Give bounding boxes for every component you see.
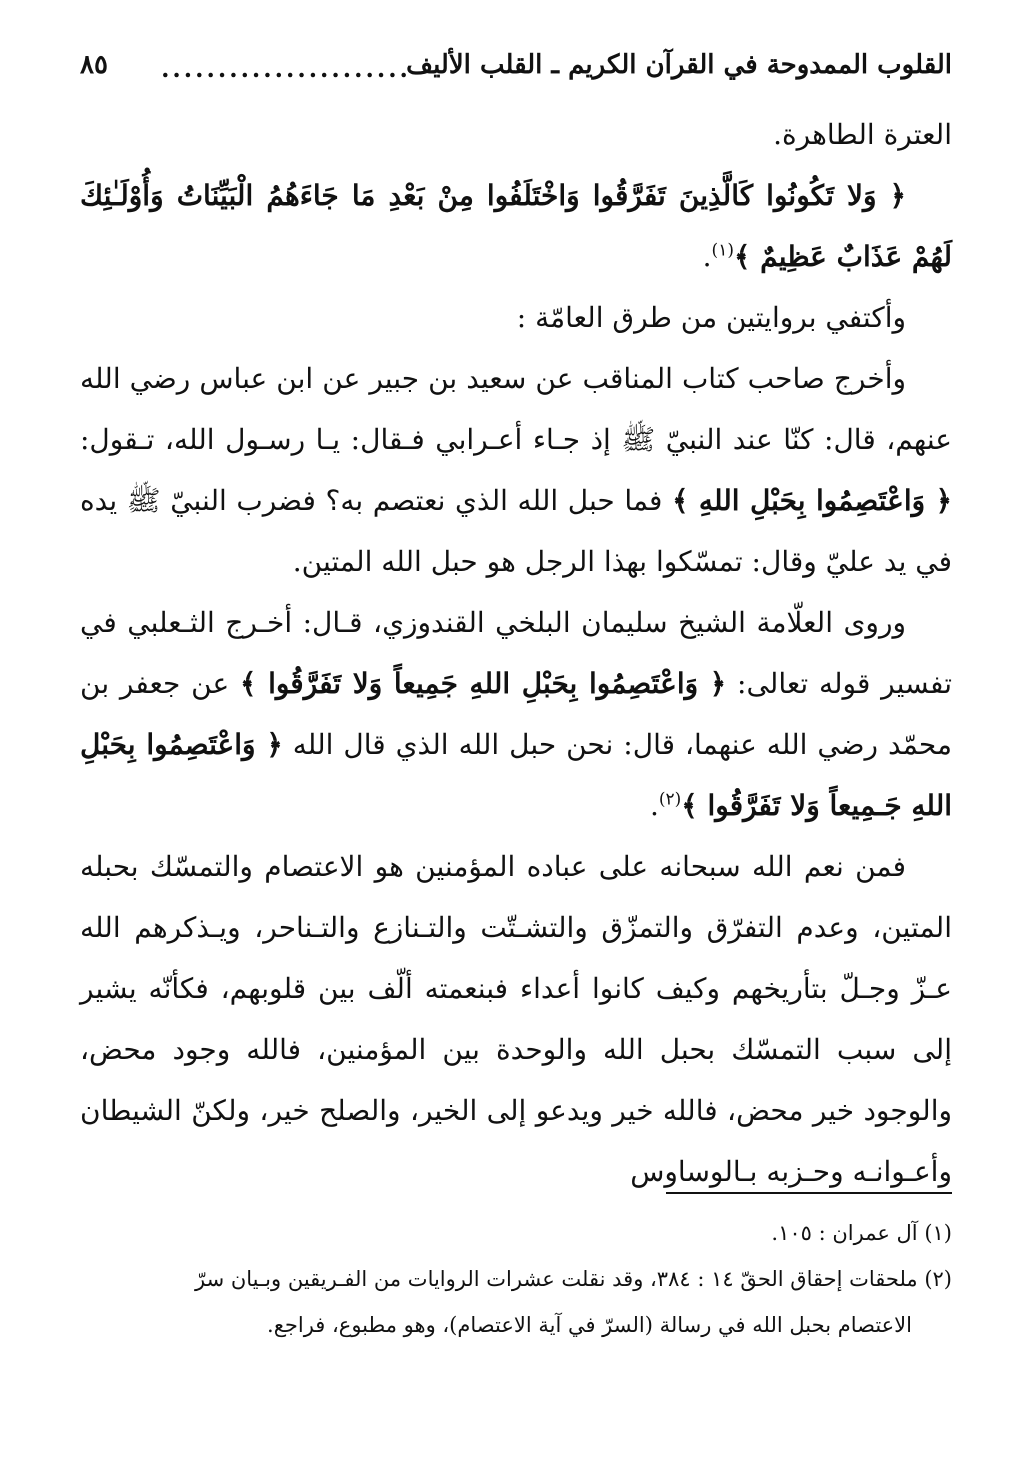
footnote-separator <box>666 1192 952 1194</box>
paragraph <box>80 348 952 592</box>
paragraph <box>80 287 952 348</box>
header-dot-leader: ...................... <box>161 54 411 83</box>
main-text <box>80 104 952 1202</box>
paragraph-text: العترة الطاهرة. <box>773 118 952 151</box>
footnote-ref: (١) <box>711 240 734 261</box>
quran-quote: ﴿ وَاعْتَصِمُوا بِحَبْلِ اللهِ جَمِيعاً وَلا تَفَرَّقُوا ﴾ <box>240 667 727 700</box>
footnote-1: (١) آل عمران : ١٠٥. <box>771 1221 952 1245</box>
paragraph <box>80 165 952 287</box>
paragraph <box>80 104 952 165</box>
footnote-2: (٢) ملحقات إحقاق الحقّ ١٤ : ٣٨٤، وقد نقلت عشرات الروايات من الفـريقين وبـيان سرّ <box>195 1267 952 1291</box>
running-header <box>80 40 952 86</box>
paragraph-text: فمن نعم الله سبحانه على عباده المؤمنين هو الاعتصام والتمسّك بحبله المتين، وعدم التفرّق والتمزّق والتشـتّت والتـنازع والتـناحر، ويـذكرهم الله عـزّ وجـلّ بتأريخهم وكيف كانوا أعداء فبنعمته ألّف بين قلوبهم، فكأنّه يشير إلى سبب التمسّك بحبل الله والوحدة بين المؤمنين، فالله وجود محض، والوجود خير محض، فالله خير ويدعو إلى الخير، والصلح خير، ولكنّ الشيطان وأعـوانـه وحـزبه بـالوساوس <box>80 850 952 1188</box>
paragraph-text: وأكتفي بروايتين من طرق العامّة : <box>516 301 906 334</box>
book-page <box>80 40 952 1337</box>
paragraph-text: فما حبل الله الذي نعتصم به؟ فضرب النبيّ ﷺ يده في يد عليّ وقال: تمسّكوا بهذا الرجل هو حبل الله المتين. <box>80 484 952 578</box>
punctuation: . <box>649 789 659 822</box>
page-number: ٨٥ <box>80 50 108 80</box>
footnotes <box>80 1210 952 1348</box>
paragraph <box>80 592 952 836</box>
paragraph-text: وروى العلّامة الشيخ سليمان البلخي القندوزي، قـال: أخـرج الثـعلبي في تفسير قوله تعالى: <box>80 606 952 700</box>
quran-quote: ﴿ وَاعْتَصِمُوا بِحَبْلِ اللهِ جَـمِيعاً وَلا تَفَرَّقُوا ﴾ <box>80 728 952 822</box>
paragraph-text: وأخرج صاحب كتاب المناقب عن سعيد بن جبير عن ابن عباس رضي الله عنهم، قال: كنّا عند النبيّ ﷺ إذ جـاء أعـرابي فـقال: يـا رسـول الله، تـقول: <box>80 362 952 456</box>
paragraph <box>80 836 952 1202</box>
quran-quote: ﴿ وَلا تَكُونُوا كَالَّذِينَ تَفَرَّقُوا وَاخْتَلَفُوا مِنْ بَعْدِ مَا جَاءَهُمُ الْبَيِّنَاتُ وَأُوْلَـٰئِكَ لَهُمْ عَذَابٌ عَظِيمٌ ﴾ <box>80 179 952 273</box>
footnote-2-continued: الاعتصام بحبل الله في رسالة (السرّ في آية الاعتصام)، وهو مطبوع، فراجع. <box>267 1313 912 1337</box>
paragraph-text: عن جعفر بن محمّد رضي الله عنهما، قال: نحن حبل الله الذي قال الله <box>80 667 952 761</box>
punctuation: . <box>702 240 712 273</box>
quran-quote: ﴿ وَاعْتَصِمُوا بِحَبْلِ اللهِ ﴾ <box>672 484 952 517</box>
header-title: القلوب الممدوحة في القرآن الكريم ـ القلب الأليف <box>406 50 952 80</box>
footnote-ref: (٢) <box>658 789 682 810</box>
